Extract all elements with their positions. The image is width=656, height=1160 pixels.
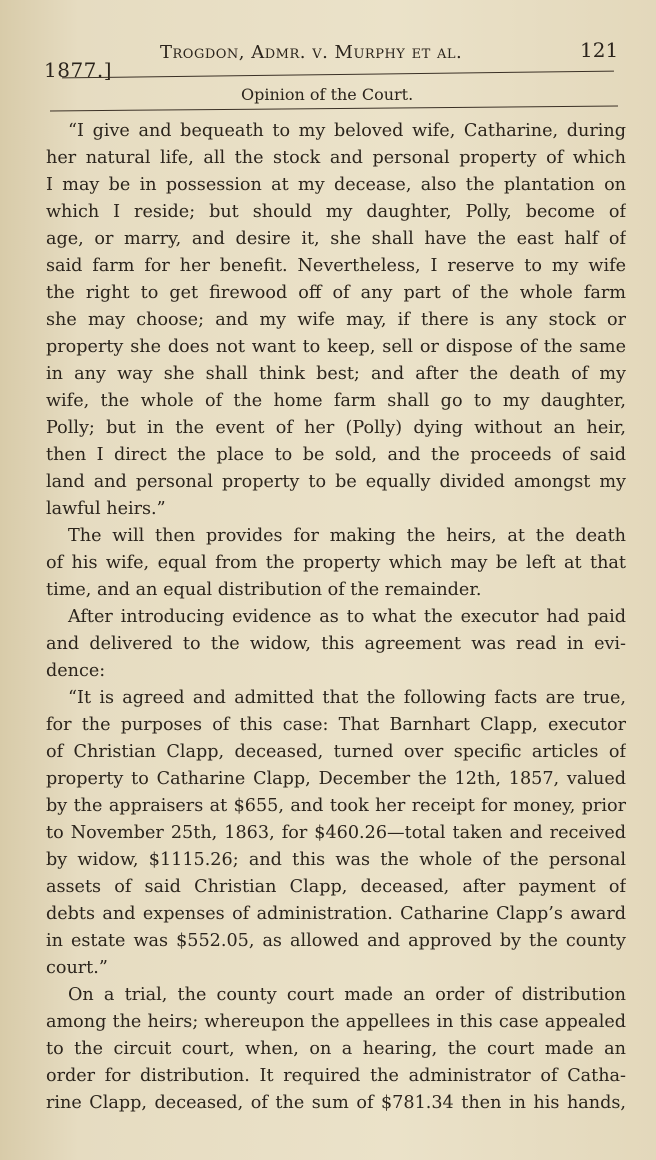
text-line: wife, the whole of the home farm shall go to my daughter,: [46, 391, 626, 411]
text-line: “It is agreed and admitted that the following facts are true,: [68, 688, 626, 708]
header-rule: [62, 71, 614, 79]
text-line: in any way she shall think best; and after the death of my: [46, 364, 626, 384]
text-line: by the appraisers at $655, and took her receipt for money, prior: [46, 796, 626, 816]
text-line: property to Catharine Clapp, December the 12th, 1857, valued: [46, 769, 626, 789]
text-line: time, and an equal distribution of the remainder.: [46, 580, 482, 600]
text-line: to the circuit court, when, on a hearing, the court made an: [46, 1039, 626, 1059]
page-year: 1877.]: [44, 58, 113, 82]
text-line: her natural life, all the stock and personal property of which: [46, 148, 626, 168]
text-line: Polly; but in the event of her (Polly) dying without an heir,: [46, 418, 626, 438]
text-line: by widow, $1115.26; and this was the whole of the personal: [46, 850, 626, 870]
running-title: Trogdon, Admr. v. Murphy et al.: [160, 42, 463, 63]
text-line: land and personal property to be equally divided amongst my: [46, 472, 626, 492]
text-line: rine Clapp, deceased, of the sum of $781.34 then in his hands,: [46, 1093, 626, 1113]
page-number: 121: [580, 38, 619, 62]
section-rule: [50, 106, 618, 112]
text-line: of Christian Clapp, deceased, turned over specific articles of: [46, 742, 626, 762]
text-line: assets of said Christian Clapp, deceased, after payment of: [46, 877, 626, 897]
text-line: and delivered to the widow, this agreement was read in evi-: [46, 634, 626, 654]
text-line: lawful heirs.”: [46, 499, 166, 519]
text-line: age, or marry, and desire it, she shall have the east half of: [46, 229, 626, 249]
text-line: court.”: [46, 958, 108, 978]
text-line: then I direct the place to be sold, and the proceeds of said: [46, 445, 626, 465]
section-heading: Opinion of the Court.: [241, 85, 414, 104]
text-line: I may be in possession at my decease, also the plantation on: [46, 175, 626, 195]
body-text: [46, 118, 626, 1117]
text-line: property she does not want to keep, sell or dispose of the same: [46, 337, 626, 357]
text-line: On a trial, the county court made an order of distribution: [68, 985, 626, 1005]
text-line: for the purposes of this case: That Barnhart Clapp, executor: [46, 715, 626, 735]
text-line: said farm for her benefit. Nevertheless, I reserve to my wife: [46, 256, 626, 276]
text-line: the right to get firewood off of any part of the whole farm: [46, 283, 626, 303]
text-line: dence:: [46, 661, 106, 681]
text-line: to November 25th, 1863, for $460.26—total taken and received: [46, 823, 626, 843]
text-line: among the heirs; whereupon the appellees in this case appealed: [46, 1012, 626, 1032]
text-line: she may choose; and my wife may, if there is any stock or: [46, 310, 626, 330]
text-line: in estate was $552.05, as allowed and approved by the county: [46, 931, 626, 951]
text-line: The will then provides for making the heirs, at the death: [68, 526, 626, 546]
text-line: which I reside; but should my daughter, Polly, become of: [46, 202, 626, 222]
text-line: order for distribution. It required the administrator of Catha-: [46, 1066, 626, 1086]
text-line: After introducing evidence as to what the executor had paid: [68, 607, 626, 627]
text-line: of his wife, equal from the property which may be left at that: [46, 553, 626, 573]
text-line: “I give and bequeath to my beloved wife, Catharine, during: [68, 121, 626, 141]
text-line: debts and expenses of administration. Catharine Clapp’s award: [46, 904, 626, 924]
